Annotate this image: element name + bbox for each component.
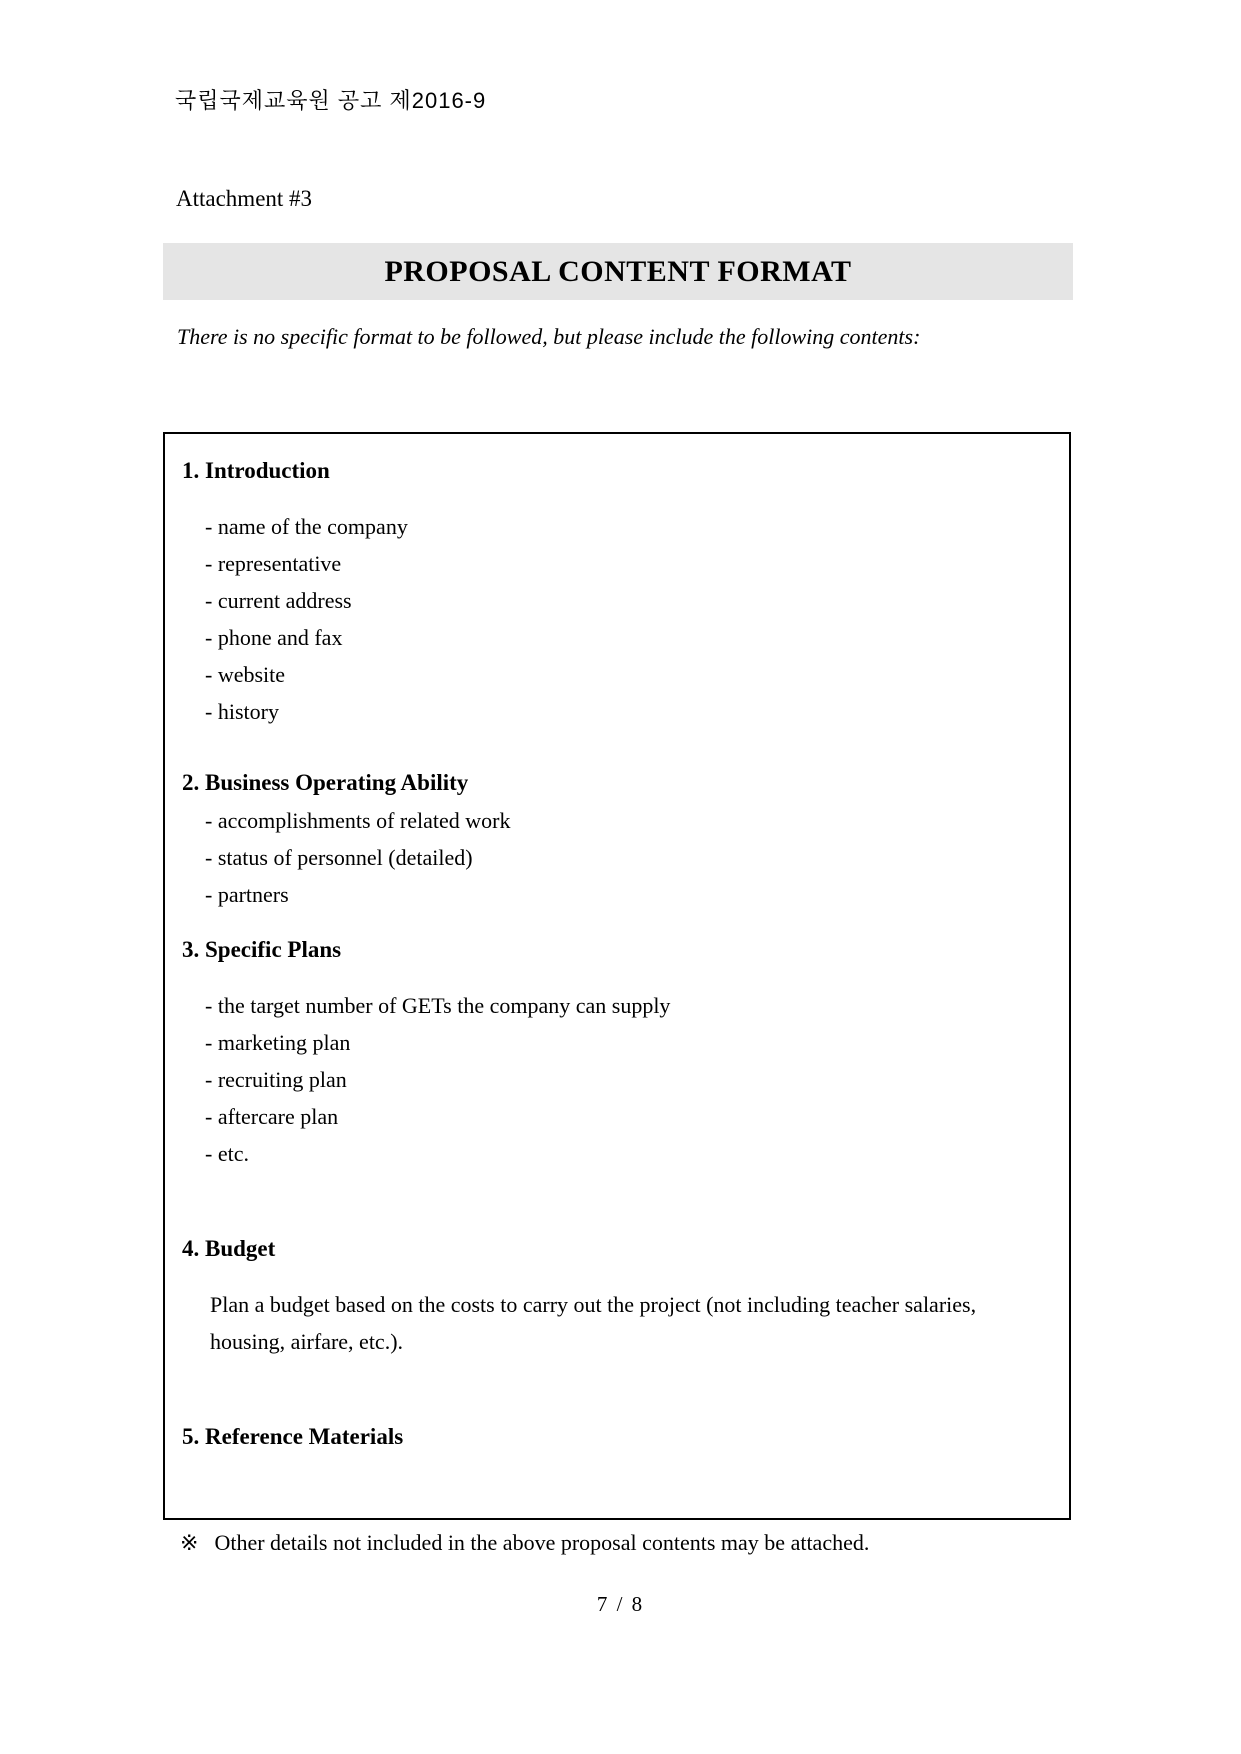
document-title: PROPOSAL CONTENT FORMAT — [384, 254, 852, 288]
section-heading: 2. Business Operating Ability — [182, 770, 469, 795]
section-item-list — [182, 508, 1049, 730]
section — [182, 452, 1049, 730]
section-item: - etc. — [205, 1141, 249, 1166]
section — [182, 931, 1049, 1172]
section-heading: 5. Reference Materials — [182, 1424, 404, 1449]
section — [182, 764, 1049, 913]
section-item-list — [182, 987, 1049, 1172]
section-item: - website — [205, 662, 286, 687]
section-item: - representative — [205, 551, 342, 576]
content-box — [163, 432, 1071, 1520]
footnote — [180, 1530, 869, 1556]
reference-mark: ※ — [180, 1530, 199, 1555]
attachment-label: Attachment #3 — [176, 186, 313, 211]
section-item: - recruiting plan — [205, 1067, 347, 1092]
section-item: - the target number of GETs the company can supply — [205, 993, 671, 1018]
section-paragraph: Plan a budget based on the costs to carry out the project (not including teacher salaries, housing, airfare, etc.). — [210, 1292, 977, 1354]
intro-instruction: There is no specific format to be followed, but please include the following contents: — [177, 324, 921, 349]
section-heading: 4. Budget — [182, 1236, 276, 1261]
section-item: - status of personnel (detailed) — [205, 845, 473, 870]
section — [182, 1230, 1049, 1360]
section-item: - marketing plan — [205, 1030, 351, 1055]
section — [182, 1418, 1049, 1456]
page-number: 7 / 8 — [596, 1592, 645, 1616]
section-item: - name of the company — [205, 514, 408, 539]
section-heading: 3. Specific Plans — [182, 937, 342, 962]
section-heading: 1. Introduction — [182, 458, 330, 483]
title-banner — [163, 243, 1073, 300]
section-item: - current address — [205, 588, 352, 613]
notice-number-header: 국립국제교육원 공고 제2016-9 — [175, 88, 487, 113]
section-item: - aftercare plan — [205, 1104, 339, 1129]
section-item: - partners — [205, 882, 289, 907]
section-item: - history — [205, 699, 279, 724]
footnote-text: Other details not included in the above proposal contents may be attached. — [214, 1530, 870, 1555]
section-item: - phone and fax — [205, 625, 343, 650]
section-item-list — [182, 802, 1049, 913]
section-item: - accomplishments of related work — [205, 808, 511, 833]
